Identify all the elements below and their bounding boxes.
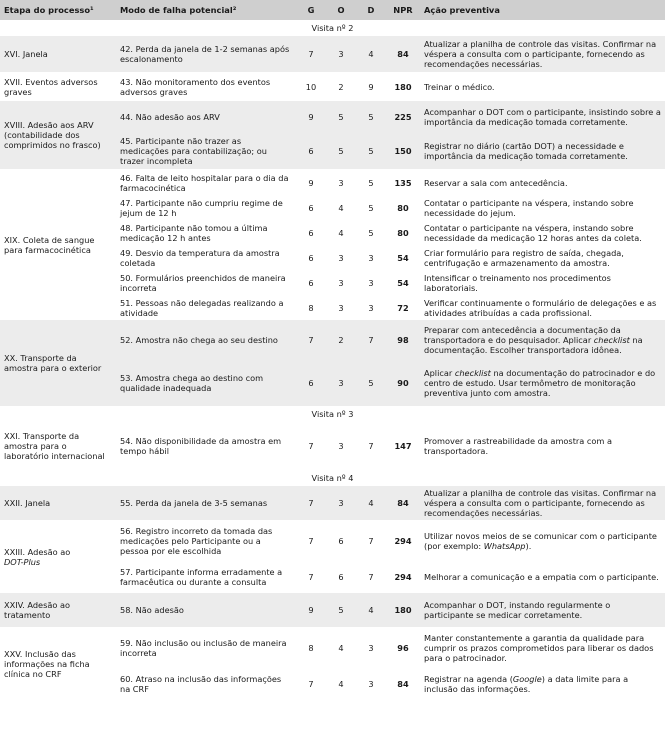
visit-row	[0, 406, 665, 422]
score-npr: 54	[397, 252, 409, 263]
score-o: 5	[326, 593, 356, 628]
score-o: 5	[326, 101, 356, 133]
score-g: 9	[296, 170, 326, 196]
failure-mode: 56. Registro incorreto da tomada das medicações pelo Participante ou a pessoa por ele escolhida	[116, 521, 296, 562]
score-d: 5	[368, 227, 374, 238]
score-g: 7	[308, 679, 314, 689]
preventive-action: Acompanhar o DOT com o participante, insistindo sobre a importância da medicação tomada corretamente.	[420, 101, 665, 133]
failure-mode: 48. Participante não tomou a última medicação 12 h antes	[120, 222, 268, 243]
preventive-action: Criar formulário para registro de saída, chegada, centrifugação e armazenamento da amostra.	[424, 247, 624, 268]
score-npr: 294	[394, 572, 412, 582]
score-o: 3	[326, 360, 356, 406]
preventive-action: Treinar o médico.	[420, 73, 665, 102]
table-header-row	[0, 0, 665, 20]
preventive-action: Verificar continuamente o formulário de delegações e as atividades atribuídas a cada profissional.	[424, 297, 657, 318]
preventive-action: Contatar o participante na véspera, instando sobre necessidade da medicação 12 horas antes da coleta.	[424, 222, 642, 243]
score-d: 7	[368, 441, 374, 451]
stage-cell: XXV. Inclusão das informações na ficha clínica no CRF	[0, 628, 116, 701]
score-g: 7	[296, 36, 326, 73]
score-o: 3	[338, 252, 344, 263]
failure-mode: 44. Não adesão aos ARV	[116, 101, 296, 133]
visit-label: Visita nº 3	[311, 409, 354, 419]
score-g: 7	[296, 521, 326, 562]
preventive-action: Registrar na agenda (Google) a data limite para a inclusão das informações.	[424, 674, 629, 694]
table-row	[0, 628, 665, 669]
stage-cell: XXI. Transporte da amostra para o laboratório internacional	[4, 431, 105, 461]
failure-mode: 45. Participante não trazer as medicações para contabilização; ou trazer incompleta	[116, 133, 296, 170]
preventive-action: Registrar no diário (cartão DOT) a necessidade e importância da medicação tomada corretamente.	[420, 133, 665, 170]
score-o: 3	[326, 36, 356, 73]
failure-mode: 53. Amostra chega ao destino com qualidade inadequada	[116, 360, 296, 406]
score-d: 3	[368, 252, 374, 263]
score-o: 3	[326, 170, 356, 196]
stage-cell: XVI. Janela	[0, 36, 116, 73]
failure-mode: 49. Desvio da temperatura da amostra coletada	[120, 247, 280, 268]
score-d: 3	[368, 302, 374, 313]
preventive-action: Atualizar a planilha de controle das visitas. Confirmar na véspera a consulta com o participante, fornecendo as recomendações necessárias.	[420, 36, 665, 73]
failure-mode: 55. Perda da janela de 3-5 semanas	[116, 486, 296, 521]
failure-mode: 57. Participante informa erradamente a farmacêutica ou durante a consulta	[120, 567, 283, 587]
score-d: 3	[368, 277, 374, 288]
score-npr: 72	[397, 302, 409, 313]
score-d: 4	[356, 593, 386, 628]
score-d: 3	[356, 628, 386, 669]
score-npr: 294	[386, 521, 420, 562]
preventive-action: Utilizar novos meios de se comunicar com o participante (por exemplo: WhatsApp).	[420, 521, 665, 562]
preventive-action: Melhorar a comunicação e a empatia com o participante.	[424, 572, 659, 582]
failure-mode: 46. Falta de leito hospitalar para o dia da farmacocinética	[116, 170, 296, 196]
score-d: 5	[368, 202, 374, 213]
table-row	[0, 521, 665, 562]
stage-cell: XXIV. Adesão ao tratamento	[0, 593, 116, 628]
failure-mode: 58. Não adesão	[116, 593, 296, 628]
table-row	[0, 593, 665, 628]
header-etapa: Etapa do processo¹	[0, 0, 116, 20]
score-d: 7	[356, 320, 386, 360]
visit-label: Visita nº 2	[311, 23, 354, 33]
visit-row	[0, 20, 665, 36]
score-npr: 96	[386, 628, 420, 669]
preventive-action: Intensificar o treinamento nos procedimentos laboratoriais.	[424, 272, 611, 293]
table-row	[0, 422, 665, 470]
score-g: 7	[296, 320, 326, 360]
preventive-action: Aplicar checklist na documentação do patrocinador e do centro de estudo. Usar termômetro de monitoração preventiva junto com amostra.	[420, 360, 665, 406]
preventive-action: Atualizar a planilha de controle das visitas. Confirmar na véspera a consulta com o participante, fornecendo as recomendações necessárias.	[420, 486, 665, 521]
score-o: 3	[326, 486, 356, 521]
score-g: 6	[296, 133, 326, 170]
score-o: 5	[326, 133, 356, 170]
failure-mode: 51. Pessoas não delegadas realizando a atividade	[120, 297, 284, 318]
score-d: 5	[356, 360, 386, 406]
table-row	[0, 486, 665, 521]
score-d: 7	[356, 521, 386, 562]
score-npr: 84	[397, 679, 409, 689]
score-g: 8	[296, 628, 326, 669]
score-npr: 180	[386, 73, 420, 102]
score-g: 6	[296, 360, 326, 406]
score-npr: 80	[397, 202, 409, 213]
score-g: 7	[296, 486, 326, 521]
table-row	[0, 170, 665, 196]
stage-cell: XX. Transporte da amostra para o exterior	[0, 320, 116, 406]
preventive-action: Reservar a sala com antecedência.	[420, 170, 665, 196]
score-g: 9	[296, 593, 326, 628]
score-d: 3	[368, 679, 374, 689]
failure-mode: 47. Participante não cumpriu regime de jejum de 12 h	[120, 197, 283, 218]
score-npr: 147	[394, 441, 412, 451]
score-d: 5	[356, 101, 386, 133]
stage-cell: XVIII. Adesão aos ARV (contabilidade dos comprimidos no frasco)	[0, 101, 116, 170]
preventive-action: Acompanhar o DOT, instando regularmente o participante se medicar corretamente.	[420, 593, 665, 628]
score-g: 6	[308, 202, 314, 213]
score-g: 10	[296, 73, 326, 102]
stage-cell: XIX. Coleta de sangue para farmacocinética	[0, 170, 116, 321]
preventive-action: Contatar o participante na véspera, instando sobre necessidade do jejum.	[424, 197, 634, 218]
score-d: 4	[356, 36, 386, 73]
score-g: 6	[308, 277, 314, 288]
header-modo: Modo de falha potencial²	[116, 0, 296, 20]
score-o: 6	[338, 572, 344, 582]
score-npr: 225	[386, 101, 420, 133]
failure-mode: 54. Não disponibilidade da amostra em tempo hábil	[120, 436, 282, 456]
table-row	[0, 101, 665, 133]
score-npr: 180	[386, 593, 420, 628]
score-g: 7	[308, 572, 314, 582]
score-npr: 84	[386, 36, 420, 73]
score-npr: 80	[397, 227, 409, 238]
score-d: 9	[356, 73, 386, 102]
failure-mode: 42. Perda da janela de 1-2 semanas após escalonamento	[116, 36, 296, 73]
stage-cell: XXII. Janela	[0, 486, 116, 521]
score-d: 5	[356, 133, 386, 170]
score-g: 6	[308, 252, 314, 263]
visit-row	[0, 470, 665, 486]
header-d: D	[356, 0, 386, 20]
failure-mode: 59. Não inclusão ou inclusão de maneira incorreta	[116, 628, 296, 669]
preventive-action: Manter constantemente a garantia da qualidade para cumprir os prazos comprometidos para liberar os dados para o patrocinador.	[420, 628, 665, 669]
score-g: 8	[308, 302, 314, 313]
stage-cell: XXIII. Adesão ao DOT-Plus	[0, 521, 116, 594]
score-o: 4	[326, 628, 356, 669]
visit-label: Visita nº 4	[311, 473, 354, 483]
score-o: 4	[338, 227, 344, 238]
score-o: 6	[326, 521, 356, 562]
stage-cell: XVII. Eventos adversos graves	[0, 73, 116, 102]
score-npr: 54	[397, 277, 409, 288]
score-d: 5	[356, 170, 386, 196]
score-o: 2	[326, 320, 356, 360]
table-row	[0, 320, 665, 360]
score-o: 2	[326, 73, 356, 102]
header-g: G	[296, 0, 326, 20]
header-acao: Ação preventiva	[420, 0, 665, 20]
header-o: O	[326, 0, 356, 20]
score-d: 7	[368, 572, 374, 582]
score-g: 6	[308, 227, 314, 238]
score-o: 4	[338, 202, 344, 213]
score-npr: 84	[386, 486, 420, 521]
table-row	[0, 73, 665, 102]
failure-mode: 50. Formulários preenchidos de maneira incorreta	[120, 272, 286, 293]
failure-mode: 43. Não monitoramento dos eventos adversos graves	[116, 73, 296, 102]
header-npr: NPR	[386, 0, 420, 20]
score-o: 4	[338, 679, 344, 689]
score-npr: 90	[386, 360, 420, 406]
score-npr: 98	[386, 320, 420, 360]
score-o: 3	[338, 302, 344, 313]
score-o: 3	[338, 277, 344, 288]
score-o: 3	[338, 441, 344, 451]
score-d: 4	[356, 486, 386, 521]
preventive-action: Promover a rastreabilidade da amostra com a transportadora.	[424, 436, 613, 456]
failure-mode: 52. Amostra não chega ao seu destino	[116, 320, 296, 360]
table-row	[0, 36, 665, 73]
failure-mode: 60. Atraso na inclusão das informações na CRF	[120, 674, 282, 694]
preventive-action: Preparar com antecedência a documentação da transportadora e do pesquisador. Aplicar checklist na documentação. Escolher transportadora idônea.	[420, 320, 665, 360]
score-g: 9	[296, 101, 326, 133]
score-npr: 135	[386, 170, 420, 196]
score-npr: 150	[386, 133, 420, 170]
score-g: 7	[308, 441, 314, 451]
